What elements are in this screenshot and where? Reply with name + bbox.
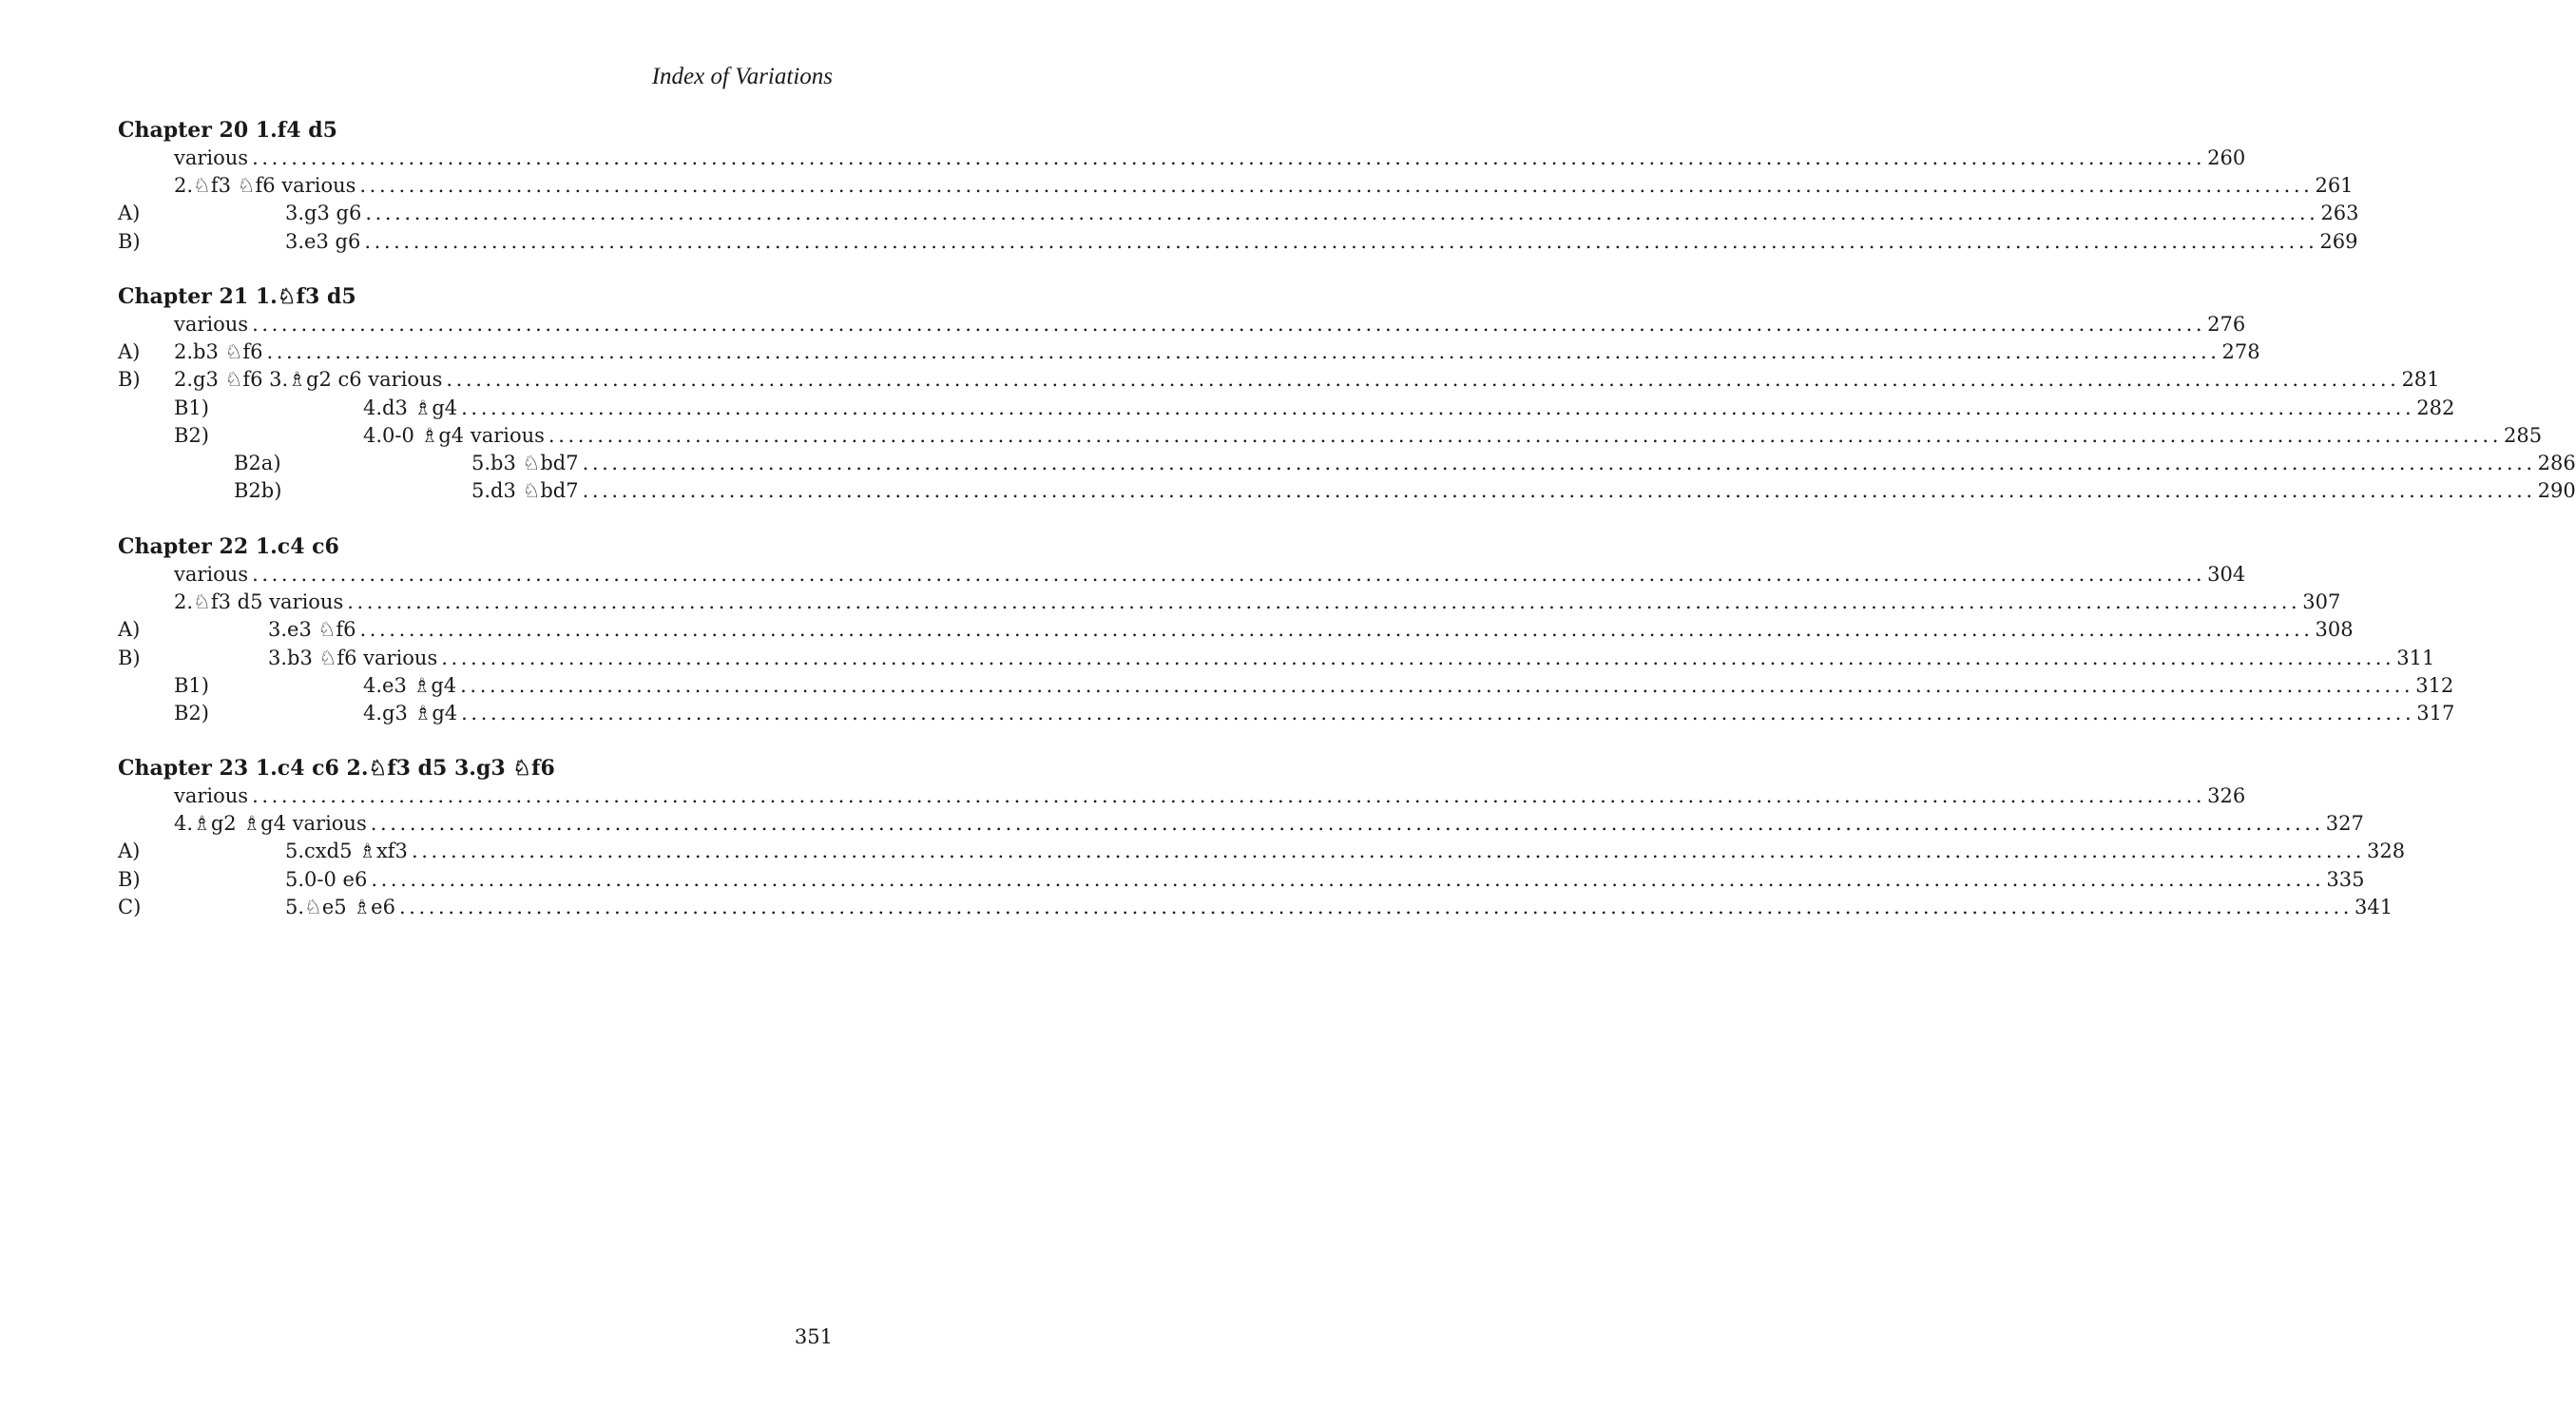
variation-label: B2a) <box>234 451 281 474</box>
page-ref: 312 <box>2413 672 2453 700</box>
index-row <box>118 145 2246 172</box>
dot-leader: ........................................................................................................................................................................................................ <box>371 867 2325 891</box>
dot-leader: ........................................................................................................................................................................................................ <box>461 701 2415 724</box>
variation-label: B2b) <box>234 479 282 503</box>
dot-leader: ........................................................................................................................................................................................................ <box>266 340 2220 364</box>
chapter-title: Chapter 22 1.c4 c6 <box>118 534 339 559</box>
variation-label: B2) <box>174 423 209 447</box>
variation-moves: 2.♘f3 d5 various <box>174 589 347 616</box>
page-ref: 308 <box>2314 616 2354 644</box>
page-ref: 282 <box>2414 395 2454 422</box>
page-ref: 317 <box>2414 700 2454 727</box>
dot-leader: ........................................................................................................................................................................................................ <box>582 479 2536 503</box>
dot-leader: ........................................................................................................................................................................................................ <box>364 229 2318 253</box>
dot-leader: ........................................................................................................................................................................................................ <box>411 840 2365 863</box>
variation-moves: 4.e3 ♗g4 <box>363 672 460 700</box>
variation-label: B1) <box>174 673 209 697</box>
variation-label: A) <box>118 840 141 863</box>
index-row <box>118 450 2576 477</box>
chapter-21-section <box>118 283 2576 505</box>
dot-leader: ........................................................................................................................................................................................................ <box>359 174 2314 198</box>
page-ref: 260 <box>2205 145 2245 172</box>
index-row <box>118 866 2365 894</box>
index-row <box>118 782 2246 810</box>
variation-moves: 2.b3 ♘f6 <box>174 338 266 366</box>
page-ref: 276 <box>2205 311 2245 338</box>
index-row <box>118 172 2354 200</box>
dot-leader: ........................................................................................................................................................................................................ <box>460 673 2414 697</box>
variation-label: B1) <box>174 396 209 419</box>
chapter-title: Chapter 20 1.f4 d5 <box>118 118 337 143</box>
dot-leader: ........................................................................................................................................................................................................ <box>252 313 2206 336</box>
variation-label: B) <box>118 368 141 392</box>
variation-label: A) <box>118 618 141 642</box>
page-ref: 328 <box>2365 838 2405 865</box>
dot-leader: ........................................................................................................................................................................................................ <box>252 146 2206 169</box>
index-row <box>118 700 2455 727</box>
variation-label: B) <box>118 867 141 891</box>
variation-moves: 3.e3 g6 <box>285 228 364 256</box>
variation-moves: 4.0-0 ♗g4 various <box>363 422 548 450</box>
variation-moves: various <box>174 145 252 172</box>
index-row <box>118 672 2454 700</box>
index-row <box>118 311 2246 338</box>
page-ref: 341 <box>2353 894 2393 921</box>
page-ref: 269 <box>2317 228 2357 256</box>
dot-leader: ........................................................................................................................................................................................................ <box>548 423 2502 447</box>
page-ref: 307 <box>2300 589 2340 616</box>
chapter-20-section <box>118 117 2359 256</box>
dot-leader: ........................................................................................................................................................................................................ <box>252 784 2206 807</box>
dot-leader: ........................................................................................................................................................................................................ <box>461 396 2415 419</box>
variation-moves: 5.d3 ♘bd7 <box>471 477 583 505</box>
variation-moves: 5.0-0 e6 <box>285 866 371 894</box>
index-row <box>118 894 2393 921</box>
variation-label: B2) <box>174 701 209 724</box>
dot-leader: ........................................................................................................................................................................................................ <box>252 563 2206 586</box>
variation-moves: 5.♘e5 ♗e6 <box>285 894 399 921</box>
variation-moves: various <box>174 561 252 589</box>
index-row <box>118 477 2576 505</box>
dot-leader: ........................................................................................................................................................................................................ <box>359 618 2314 642</box>
page-ref: 261 <box>2313 172 2353 200</box>
dot-leader: ........................................................................................................................................................................................................ <box>370 812 2324 836</box>
variation-label: A) <box>118 202 141 225</box>
index-row <box>118 561 2246 589</box>
variation-label: A) <box>118 340 141 364</box>
chapter-23-section <box>118 755 2406 921</box>
running-head: Index of Variations <box>651 64 833 89</box>
dot-leader: ........................................................................................................................................................................................................ <box>441 646 2395 669</box>
variation-moves: 5.b3 ♘bd7 <box>471 450 583 477</box>
dot-leader: ........................................................................................................................................................................................................ <box>446 368 2400 392</box>
variation-label: B) <box>118 229 141 253</box>
variation-moves: 4.♗g2 ♗g4 various <box>174 810 371 838</box>
page-ref: 327 <box>2324 810 2364 838</box>
variation-moves: various <box>174 782 252 810</box>
variation-moves: 3.e3 ♘f6 <box>268 616 359 644</box>
index-row <box>118 616 2354 644</box>
page-ref: 281 <box>2399 366 2439 394</box>
index-row <box>118 338 2260 366</box>
index-row <box>118 810 2364 838</box>
index-row <box>118 366 2440 394</box>
page-ref: 335 <box>2324 866 2364 894</box>
variation-moves: 4.d3 ♗g4 <box>363 395 461 422</box>
index-row <box>118 422 2543 450</box>
variation-moves: various <box>174 311 252 338</box>
index-row <box>118 200 2359 227</box>
variation-moves: 3.g3 g6 <box>285 200 365 227</box>
page-ref: 285 <box>2502 422 2542 450</box>
variation-moves: 3.b3 ♘f6 various <box>268 645 441 672</box>
variation-moves: 2.g3 ♘f6 3.♗g2 c6 various <box>174 366 446 394</box>
variation-label: B) <box>118 646 141 669</box>
variation-label: C) <box>118 895 142 918</box>
page-ref: 304 <box>2205 561 2245 589</box>
chapter-22-section <box>118 533 2455 727</box>
page-ref: 326 <box>2205 782 2245 810</box>
chapter-title: Chapter 23 1.c4 c6 2.♘f3 d5 3.g3 ♘f6 <box>118 756 555 781</box>
page-ref: 290 <box>2536 477 2576 505</box>
page-ref: 278 <box>2220 338 2260 366</box>
chapter-title: Chapter 21 1.♘f3 d5 <box>118 284 356 309</box>
dot-leader: ........................................................................................................................................................................................................ <box>347 590 2301 614</box>
variation-moves: 4.g3 ♗g4 <box>363 700 461 727</box>
dot-leader: ........................................................................................................................................................................................................ <box>398 895 2354 918</box>
index-row <box>118 395 2455 422</box>
dot-leader: ........................................................................................................................................................................................................ <box>582 451 2536 474</box>
index-row <box>118 645 2435 672</box>
index-row <box>118 838 2406 865</box>
page-ref: 263 <box>2318 200 2358 227</box>
index-row <box>118 589 2341 616</box>
page-ref: 286 <box>2536 450 2576 477</box>
variation-moves: 5.cxd5 ♗xf3 <box>285 838 412 865</box>
variation-moves: 2.♘f3 ♘f6 various <box>174 172 359 200</box>
dot-leader: ........................................................................................................................................................................................................ <box>365 202 2319 225</box>
page-number: 351 <box>794 1325 833 1348</box>
page-ref: 311 <box>2394 645 2434 672</box>
index-row <box>118 228 2358 256</box>
